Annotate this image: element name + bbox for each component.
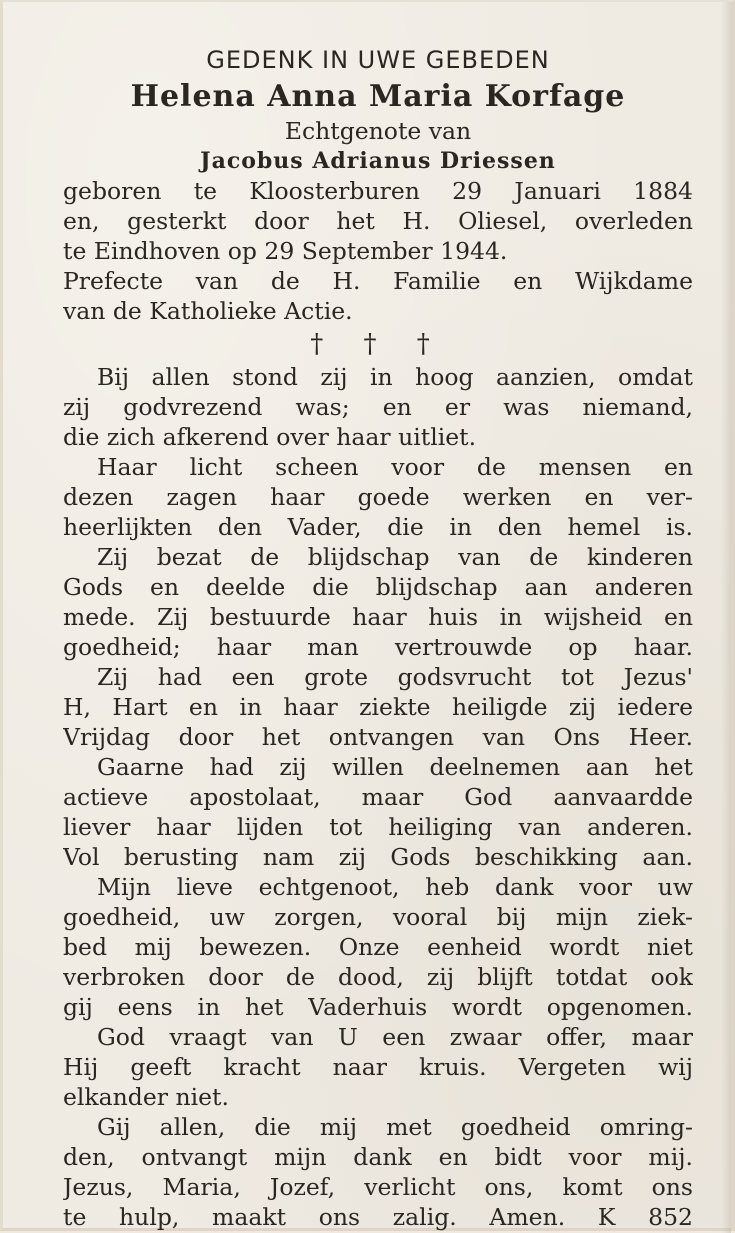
paragraph bbox=[63, 1022, 693, 1112]
card-text bbox=[63, 42, 693, 1232]
biography bbox=[63, 176, 693, 326]
text-line: liever haar lijden tot heiliging van anderen. bbox=[63, 813, 693, 841]
paragraph bbox=[63, 662, 693, 752]
card-edge-shadow bbox=[721, 2, 731, 1233]
spouse-name: Jacobus Adrianus Driessen bbox=[200, 148, 556, 174]
bio-line: Prefecte van de H. Familie en Wijkdame bbox=[63, 267, 693, 295]
text-line: dezen zagen haar goede werken en ver- bbox=[63, 483, 693, 511]
text-line: Gaarne had zij willen deelnemen aan het bbox=[97, 753, 693, 781]
text-line: heerlijkten den Vader, die in den hemel is. bbox=[63, 513, 693, 541]
bio-line: geboren te Kloosterburen 29 Januari 1884 bbox=[63, 177, 693, 205]
text-line: goedheid; haar man vertrouwde op haar. bbox=[63, 633, 693, 661]
text-line: Vol berusting nam zij Gods beschikking aan. bbox=[63, 843, 693, 871]
text-line: elkander niet. bbox=[63, 1083, 229, 1111]
text-line: Gij allen, die mij met goedheid omring- bbox=[97, 1113, 693, 1141]
text-line: Jezus, Maria, Jozef, verlicht ons, komt ons bbox=[63, 1173, 693, 1201]
bio-line: te Eindhoven op 29 September 1944. bbox=[63, 237, 508, 265]
paragraph bbox=[63, 1112, 693, 1232]
text-line: die zich afkerend over haar uitliet. bbox=[63, 423, 477, 451]
text-line: zij godvrezend was; en er was niemand, bbox=[63, 393, 693, 421]
text-line: Hij geeft kracht naar kruis. Vergeten wij bbox=[63, 1053, 693, 1081]
crosses-divider: † † † bbox=[310, 329, 446, 359]
text-line: Gods en deelde die blijdschap aan anderen bbox=[63, 573, 693, 601]
text-line: Vrijdag door het ontvangen van Ons Heer. bbox=[63, 723, 693, 751]
paragraph bbox=[63, 542, 693, 662]
text-line: gij eens in het Vaderhuis wordt opgenomen. bbox=[63, 993, 693, 1021]
text-line: H, Hart en in haar ziekte heiligde zij iedere bbox=[63, 693, 693, 721]
paragraph bbox=[63, 452, 693, 542]
bio-line: en, gesterkt door het H. Oliesel, overleden bbox=[63, 207, 693, 235]
text-line: Bij allen stond zij in hoog aanzien, omdat bbox=[97, 363, 693, 391]
paragraph bbox=[63, 362, 693, 452]
text-line: goedheid, uw zorgen, vooral bij mijn ziek- bbox=[63, 903, 693, 931]
spouse-intro: Echtgenote van bbox=[284, 117, 472, 145]
text-line: mede. Zij bestuurde haar huis in wijsheid en bbox=[63, 603, 693, 631]
paragraph bbox=[63, 752, 693, 872]
text-line: actieve apostolaat, maar God aanvaardde bbox=[63, 783, 693, 811]
deceased-name: Helena Anna Maria Korfage bbox=[130, 79, 626, 114]
card-heading: GEDENK IN UWE GEBEDEN bbox=[206, 46, 550, 74]
bio-line: van de Katholieke Actie. bbox=[63, 297, 353, 325]
text-line: bed mij bewezen. Onze eenheid wordt niet bbox=[63, 933, 693, 961]
text-line: verbroken door de dood, zij blijft totdat ook bbox=[63, 963, 693, 991]
text-line: Haar licht scheen voor de mensen en bbox=[97, 453, 693, 481]
text-line: te hulp, maakt ons zalig. Amen. K 852 bbox=[63, 1203, 693, 1231]
paragraph bbox=[63, 872, 693, 1022]
text-line: Zij had een grote godsvrucht tot Jezus' bbox=[97, 663, 693, 691]
text-line: God vraagt van U een zwaar offer, maar bbox=[97, 1023, 693, 1051]
text-line: Mijn lieve echtgenoot, heb dank voor uw bbox=[97, 873, 693, 901]
text-line: Zij bezat de blijdschap van de kinderen bbox=[97, 543, 693, 571]
text-line: den, ontvangt mijn dank en bidt voor mij. bbox=[63, 1143, 693, 1171]
